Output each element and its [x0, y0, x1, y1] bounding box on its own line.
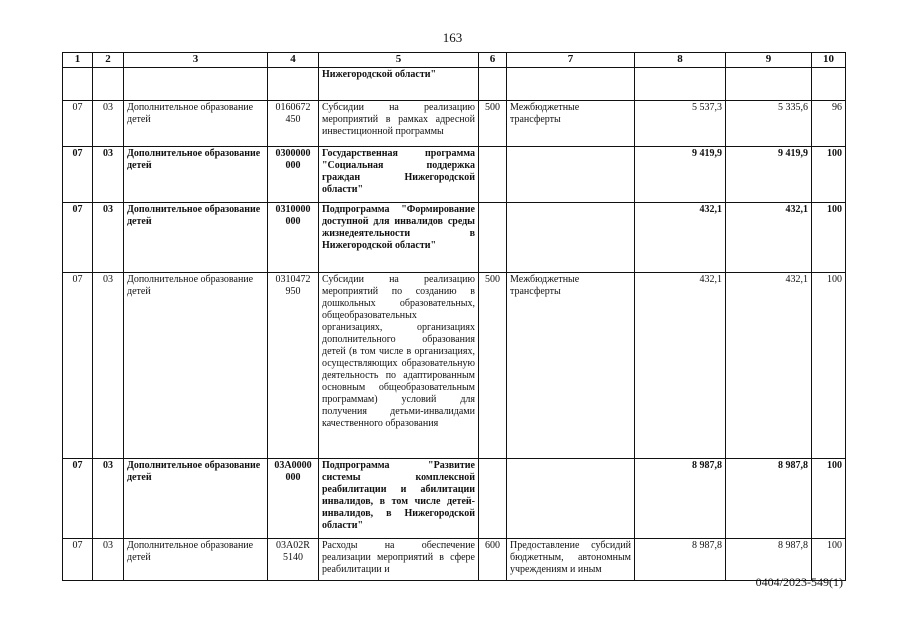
subsection-code: 03 [93, 203, 124, 273]
planned-amount: 5 537,3 [635, 101, 726, 147]
section-name: Дополнительное образование детей [124, 459, 268, 539]
expense-description: Расходы на обеспечение реализации мероприятий в сфере реабилитации и [319, 539, 479, 581]
expense-type-code [479, 147, 507, 203]
section-code: 07 [63, 203, 93, 273]
actual-amount: 432,1 [726, 273, 812, 459]
section-code: 07 [63, 273, 93, 459]
execution-percent: 100 [812, 147, 846, 203]
table-row [63, 147, 846, 203]
actual-amount [726, 68, 812, 101]
column-header: 10 [812, 53, 846, 68]
section-name: Дополнительное образование детей [124, 147, 268, 203]
expense-type-code [479, 459, 507, 539]
expense-type-name [507, 147, 635, 203]
expense-type-name: Межбюджетные трансферты [507, 101, 635, 147]
planned-amount: 8 987,8 [635, 539, 726, 581]
target-article-code: 03А02R 5140 [268, 539, 319, 581]
expense-description: Подпрограмма "Формирование доступной для инвалидов среды жизнедеятельности в Нижегородской области" [319, 203, 479, 273]
section-code: 07 [63, 147, 93, 203]
section-name: Дополнительное образование детей [124, 203, 268, 273]
subsection-code: 03 [93, 273, 124, 459]
table-row [63, 273, 846, 459]
expense-type-code [479, 203, 507, 273]
subsection-code [93, 68, 124, 101]
expense-description: Подпрограмма "Развитие системы комплексной реабилитации и абилитации инвалидов, в том числе детей-инвалидов, в Нижегородской области" [319, 459, 479, 539]
target-article-code: 0310000 000 [268, 203, 319, 273]
actual-amount: 432,1 [726, 203, 812, 273]
column-header: 9 [726, 53, 812, 68]
subsection-code: 03 [93, 101, 124, 147]
subsection-code: 03 [93, 459, 124, 539]
planned-amount: 432,1 [635, 273, 726, 459]
table-header-row [63, 53, 846, 68]
column-header: 4 [268, 53, 319, 68]
section-name: Дополнительное образование детей [124, 539, 268, 581]
actual-amount: 9 419,9 [726, 147, 812, 203]
budget-table [62, 52, 846, 581]
actual-amount: 8 987,8 [726, 539, 812, 581]
expense-type-name [507, 459, 635, 539]
planned-amount: 9 419,9 [635, 147, 726, 203]
expense-type-name: Предоставление субсидий бюджетным, автономным учреждениям и иным [507, 539, 635, 581]
planned-amount [635, 68, 726, 101]
target-article-code: 0300000 000 [268, 147, 319, 203]
expense-type-code: 500 [479, 273, 507, 459]
subsection-code: 03 [93, 147, 124, 203]
table-row [63, 68, 846, 101]
target-article-code: 0160672 450 [268, 101, 319, 147]
table-row [63, 459, 846, 539]
execution-percent: 96 [812, 101, 846, 147]
section-code: 07 [63, 459, 93, 539]
execution-percent: 100 [812, 203, 846, 273]
actual-amount: 5 335,6 [726, 101, 812, 147]
column-header: 2 [93, 53, 124, 68]
expense-description: Государственная программа "Социальная поддержка граждан Нижегородской области" [319, 147, 479, 203]
target-article-code [268, 68, 319, 101]
expense-description: Субсидии на реализацию мероприятий в рамках адресной инвестиционной программы [319, 101, 479, 147]
section-code [63, 68, 93, 101]
column-header: 6 [479, 53, 507, 68]
expense-type-code [479, 68, 507, 101]
expense-type-name: Межбюджетные трансферты [507, 273, 635, 459]
section-name: Дополнительное образование детей [124, 101, 268, 147]
column-header: 3 [124, 53, 268, 68]
column-header: 8 [635, 53, 726, 68]
section-code: 07 [63, 101, 93, 147]
document-code: 0404/2023-549(1) [755, 575, 843, 589]
execution-percent: 100 [812, 459, 846, 539]
table-row [63, 101, 846, 147]
column-header: 1 [63, 53, 93, 68]
execution-percent: 100 [812, 273, 846, 459]
column-header: 7 [507, 53, 635, 68]
column-header: 5 [319, 53, 479, 68]
planned-amount: 8 987,8 [635, 459, 726, 539]
expense-description: Субсидии на реализацию мероприятий по созданию в дошкольных образовательных, общеобразовательных организациях, организациях дополнительного образования детей (в том числе в организациях, осуществляющих образовательную деятельность по адаптированным основным общеобразовательным программам) условий для получения детьми-инвалидами качественного образования [319, 273, 479, 459]
section-name [124, 68, 268, 101]
execution-percent: 100 [812, 539, 846, 581]
actual-amount: 8 987,8 [726, 459, 812, 539]
expense-type-code: 600 [479, 539, 507, 581]
expense-type-code: 500 [479, 101, 507, 147]
execution-percent [812, 68, 846, 101]
section-name: Дополнительное образование детей [124, 273, 268, 459]
expense-type-name [507, 68, 635, 101]
page-number: 163 [442, 30, 463, 45]
target-article-code: 03А0000 000 [268, 459, 319, 539]
section-code: 07 [63, 539, 93, 581]
target-article-code: 0310472 950 [268, 273, 319, 459]
expense-description: Нижегородской области" [319, 68, 479, 101]
subsection-code: 03 [93, 539, 124, 581]
planned-amount: 432,1 [635, 203, 726, 273]
expense-type-name [507, 203, 635, 273]
table-row [63, 539, 846, 581]
table-row [63, 203, 846, 273]
